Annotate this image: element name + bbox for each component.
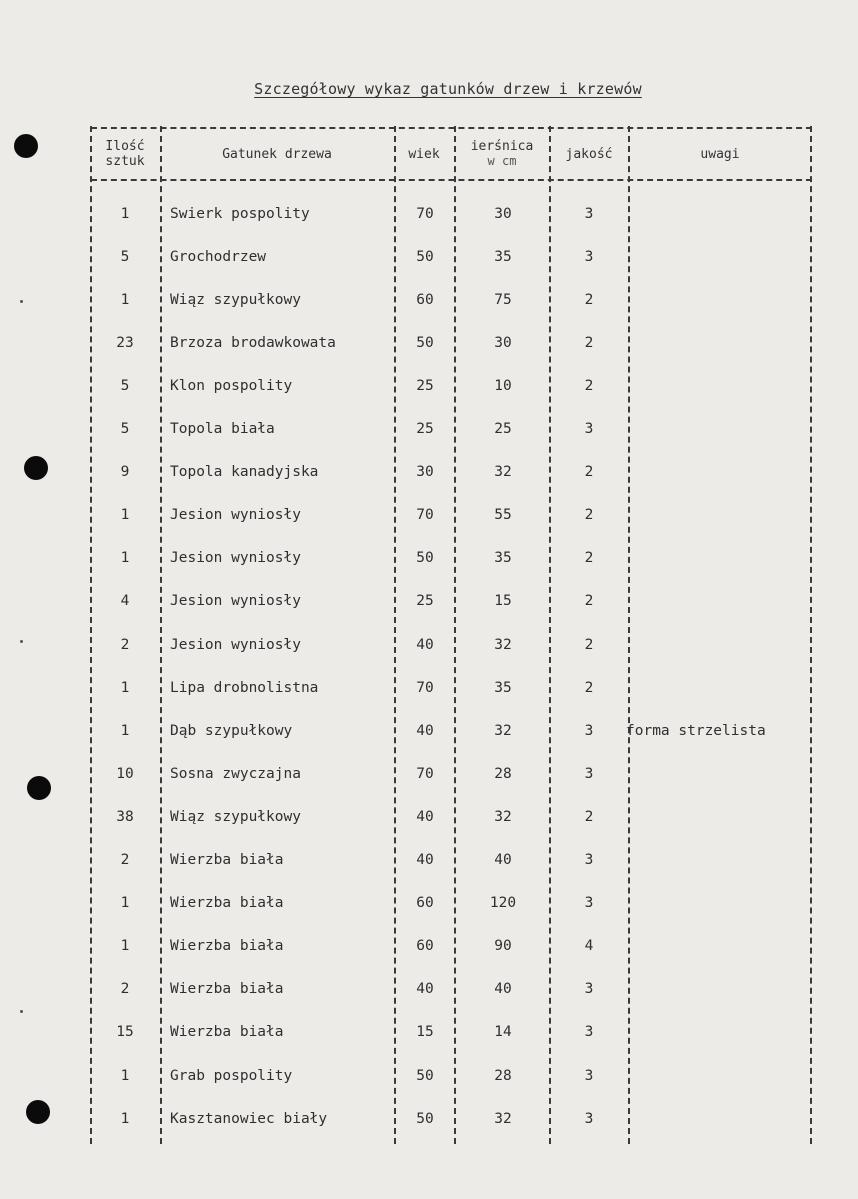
row-species: Kasztanowiec biały <box>170 1110 328 1127</box>
row-quantity: 1 <box>120 550 130 567</box>
row-species: Lipa drobnolistna <box>170 679 319 696</box>
header-quantity-line2: sztuk <box>105 154 145 169</box>
header-diameter <box>456 129 548 179</box>
row-notes <box>624 1011 812 1054</box>
table-row <box>0 1011 858 1054</box>
row-diameter: 28 <box>494 765 512 782</box>
row-age: 60 <box>416 938 434 955</box>
row-notes <box>624 408 812 451</box>
row-notes <box>624 192 812 235</box>
header-quality-label: jakość <box>565 146 613 162</box>
row-quantity: 5 <box>120 248 130 265</box>
header-age-label: wiek <box>408 146 440 162</box>
row-species: Grab pospolity <box>170 1067 293 1084</box>
row-species: Wiąz szypułkowy <box>170 808 301 825</box>
row-species: Wierzba biała <box>170 852 284 868</box>
row-age: 40 <box>416 636 434 653</box>
row-quantity: 1 <box>120 291 130 308</box>
row-diameter: 90 <box>494 938 512 955</box>
row-diameter: 35 <box>494 550 512 567</box>
row-age: 60 <box>416 895 434 912</box>
table-row <box>0 968 858 1011</box>
row-diameter: 40 <box>494 852 512 868</box>
row-quality: 2 <box>584 464 594 481</box>
row-species: Grochodrzew <box>170 248 267 265</box>
row-species: Jesion wyniosły <box>170 636 301 653</box>
row-quality: 2 <box>584 550 594 567</box>
row-quality: 2 <box>584 507 594 524</box>
row-age: 40 <box>416 981 434 998</box>
row-diameter: 55 <box>494 507 512 524</box>
row-quantity: 15 <box>116 1024 134 1041</box>
row-quality: 3 <box>584 895 594 912</box>
header-quality <box>551 129 627 179</box>
row-age: 70 <box>416 765 434 782</box>
row-quality: 2 <box>584 334 594 351</box>
row-age: 50 <box>416 550 434 567</box>
row-notes <box>624 1097 812 1140</box>
row-notes <box>624 752 812 795</box>
row-species: Jesion wyniosły <box>170 550 301 567</box>
row-quality: 2 <box>584 593 594 610</box>
row-age: 40 <box>416 852 434 868</box>
table-row <box>0 839 858 882</box>
row-quantity: 1 <box>120 679 130 696</box>
row-quality: 3 <box>584 722 594 739</box>
row-quantity: 38 <box>116 808 134 825</box>
row-quantity: 2 <box>120 852 130 868</box>
row-age: 50 <box>416 248 434 265</box>
document-title-text: Szczegółowy wykaz gatunków drzew i krzewów <box>254 80 642 98</box>
row-diameter: 32 <box>494 1110 512 1127</box>
row-notes <box>624 623 812 666</box>
row-quality: 3 <box>584 421 594 437</box>
row-species: Jesion wyniosły <box>170 507 301 524</box>
row-diameter: 32 <box>494 808 512 825</box>
row-age: 40 <box>416 722 434 739</box>
row-notes <box>624 494 812 537</box>
row-notes <box>624 839 812 882</box>
table-row <box>0 752 858 795</box>
row-quality: 3 <box>584 1110 594 1127</box>
header-diameter-line2: w cm <box>487 154 517 168</box>
row-quality: 2 <box>584 377 594 394</box>
row-species: Swierk pospolity <box>170 205 310 222</box>
row-age: 25 <box>416 593 434 610</box>
row-notes <box>624 278 812 321</box>
row-diameter: 30 <box>494 205 512 222</box>
row-notes <box>624 321 812 364</box>
punch-hole <box>14 134 38 158</box>
row-species: Brzoza brodawkowata <box>170 334 336 351</box>
header-species-label: Gatunek drzewa <box>222 146 332 162</box>
table-row <box>0 451 858 494</box>
row-quantity: 2 <box>120 636 130 653</box>
row-notes: forma strzelista <box>626 722 766 739</box>
row-age: 30 <box>416 464 434 481</box>
table-row <box>0 278 858 321</box>
table-row <box>0 1097 858 1140</box>
row-quantity: 1 <box>120 507 130 524</box>
row-quality: 3 <box>584 205 594 222</box>
table-row <box>0 1054 858 1097</box>
table-row <box>0 666 858 709</box>
row-age: 60 <box>416 291 434 308</box>
row-age: 70 <box>416 507 434 524</box>
row-notes <box>624 235 812 278</box>
row-diameter: 40 <box>494 981 512 998</box>
row-age: 15 <box>416 1024 434 1041</box>
header-quantity <box>92 129 158 179</box>
row-age: 70 <box>416 679 434 696</box>
row-notes <box>624 882 812 925</box>
row-notes <box>624 925 812 968</box>
row-diameter: 10 <box>494 377 512 394</box>
table-row <box>0 235 858 278</box>
row-age: 70 <box>416 205 434 222</box>
table-row <box>0 537 858 580</box>
row-diameter: 28 <box>494 1067 512 1084</box>
table-row <box>0 494 858 537</box>
row-species: Klon pospolity <box>170 377 293 394</box>
row-quality: 3 <box>584 852 594 868</box>
row-quality: 3 <box>584 1067 594 1084</box>
table-rule-header <box>91 179 812 181</box>
row-quantity: 5 <box>120 421 130 437</box>
row-diameter: 75 <box>494 291 512 308</box>
row-age: 50 <box>416 334 434 351</box>
row-quality: 2 <box>584 679 594 696</box>
header-diameter-line1: ierśnica <box>470 139 534 154</box>
row-quality: 2 <box>584 291 594 308</box>
row-diameter: 35 <box>494 248 512 265</box>
table-row <box>0 709 858 752</box>
row-diameter: 32 <box>494 722 512 739</box>
row-diameter: 32 <box>494 636 512 653</box>
row-notes <box>624 537 812 580</box>
row-diameter: 14 <box>494 1024 512 1041</box>
table-row <box>0 364 858 407</box>
row-age: 50 <box>416 1067 434 1084</box>
row-quantity: 1 <box>120 1110 130 1127</box>
header-species <box>162 129 392 179</box>
row-species: Topola kanadyjska <box>170 464 319 481</box>
table-row <box>0 925 858 968</box>
row-species: Wierzba biała <box>170 938 284 955</box>
row-quantity: 5 <box>120 377 130 394</box>
row-notes <box>624 795 812 838</box>
row-quality: 2 <box>584 808 594 825</box>
row-quantity: 23 <box>116 334 134 351</box>
table-row <box>0 192 858 235</box>
row-diameter: 32 <box>494 464 512 481</box>
table-row <box>0 580 858 623</box>
row-notes <box>624 666 812 709</box>
row-quality: 3 <box>584 981 594 998</box>
table-row <box>0 882 858 925</box>
row-notes <box>624 580 812 623</box>
row-quality: 3 <box>584 248 594 265</box>
row-diameter: 25 <box>494 421 512 437</box>
row-notes <box>624 968 812 1011</box>
row-notes <box>624 1054 812 1097</box>
row-species: Wiąz szypułkowy <box>170 291 301 308</box>
row-species: Wierzba biała <box>170 895 284 912</box>
row-quantity: 1 <box>120 1067 130 1084</box>
row-age: 25 <box>416 421 434 437</box>
row-diameter: 15 <box>494 593 512 610</box>
table-row <box>0 795 858 838</box>
row-quantity: 2 <box>120 981 130 998</box>
row-species: Wierzba biała <box>170 1024 284 1041</box>
row-quality: 3 <box>584 765 594 782</box>
row-species: Jesion wyniosły <box>170 593 301 610</box>
row-species: Dąb szypułkowy <box>170 722 293 739</box>
row-diameter: 30 <box>494 334 512 351</box>
row-age: 40 <box>416 808 434 825</box>
row-quantity: 1 <box>120 895 130 912</box>
row-notes <box>624 451 812 494</box>
table-row <box>0 623 858 666</box>
row-species: Topola biała <box>170 421 275 437</box>
row-quantity: 1 <box>120 722 130 739</box>
document-title <box>0 80 858 98</box>
row-quantity: 4 <box>120 593 130 610</box>
row-notes <box>624 364 812 407</box>
row-quality: 3 <box>584 1024 594 1041</box>
header-notes-label: uwagi <box>700 146 740 162</box>
table-row <box>0 321 858 364</box>
row-age: 25 <box>416 377 434 394</box>
row-quantity: 1 <box>120 938 130 955</box>
row-quality: 2 <box>584 636 594 653</box>
row-quantity: 9 <box>120 464 130 481</box>
header-age <box>396 129 452 179</box>
header-quantity-line1: Ilość <box>105 139 145 154</box>
table-row <box>0 408 858 451</box>
row-species: Wierzba biała <box>170 981 284 998</box>
row-quantity: 10 <box>116 765 134 782</box>
row-quality: 4 <box>584 938 594 955</box>
row-age: 50 <box>416 1110 434 1127</box>
row-quantity: 1 <box>120 205 130 222</box>
row-diameter: 120 <box>489 895 517 912</box>
row-diameter: 35 <box>494 679 512 696</box>
header-notes <box>630 129 810 179</box>
row-species: Sosna zwyczajna <box>170 765 301 782</box>
